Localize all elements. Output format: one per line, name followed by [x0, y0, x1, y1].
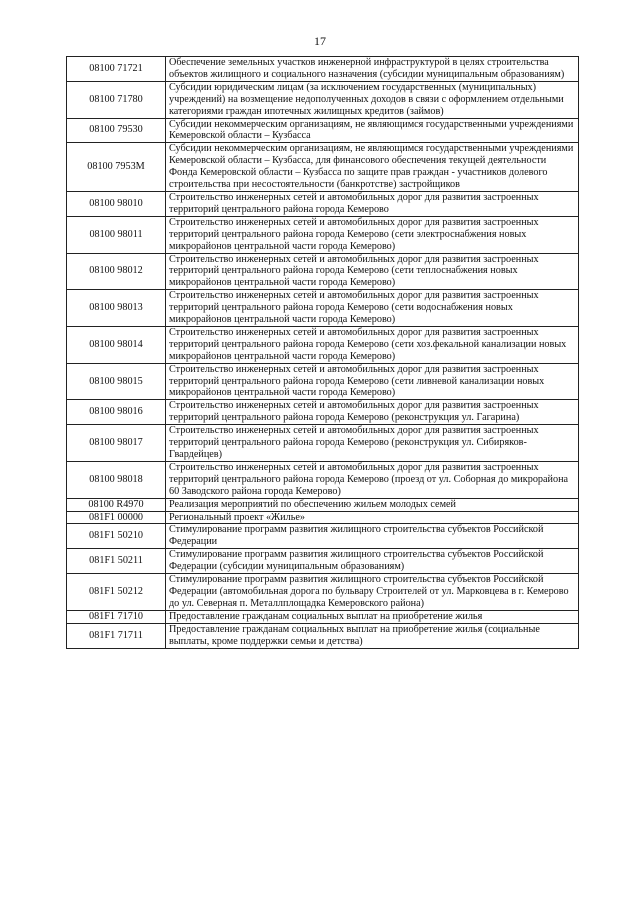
table-row	[67, 118, 579, 143]
code-cell: 08100 7953M	[67, 143, 166, 192]
description-cell: Стимулирование программ развития жилищного строительства субъектов Российской Федерации	[166, 524, 579, 549]
table-row	[67, 191, 579, 216]
table-row	[67, 511, 579, 524]
table-row	[67, 461, 579, 498]
description-cell: Региональный проект «Жилье»	[166, 511, 579, 524]
code-cell: 08100 98017	[67, 425, 166, 462]
table-row	[67, 326, 579, 363]
table-row	[67, 143, 579, 192]
code-cell: 08100 R4970	[67, 498, 166, 511]
table-row	[67, 216, 579, 253]
code-cell: 08100 71721	[67, 57, 166, 82]
code-cell: 081F1 50210	[67, 524, 166, 549]
budget-code-table	[66, 56, 579, 649]
description-cell: Стимулирование программ развития жилищного строительства субъектов Российской Федерации (субсидии муниципальным образованиям)	[166, 549, 579, 574]
page-number: 17	[314, 34, 326, 48]
code-cell: 08100 98016	[67, 400, 166, 425]
description-cell: Строительство инженерных сетей и автомобильных дорог для развития застроенных территорий центрального района города Кемерово (реконструкция ул. Гагарина)	[166, 400, 579, 425]
code-cell: 08100 98018	[67, 461, 166, 498]
code-cell: 08100 98013	[67, 290, 166, 327]
code-cell: 081F1 50212	[67, 574, 166, 611]
code-cell: 08100 98014	[67, 326, 166, 363]
description-cell: Строительство инженерных сетей и автомобильных дорог для развития застроенных территорий центрального района города Кемерово (сети теплоснабжения новых микрорайонов центральной части города Кемерово)	[166, 253, 579, 290]
description-cell: Строительство инженерных сетей и автомобильных дорог для развития застроенных территорий центрального района города Кемерово (реконструкция ул. Сибиряков-Гвардейцев)	[166, 425, 579, 462]
description-cell: Строительство инженерных сетей и автомобильных дорог для развития застроенных территорий центрального района города Кемерово (сети электроснабжения новых микрорайонов центральной части города Кемерово)	[166, 216, 579, 253]
table-row	[67, 363, 579, 400]
description-cell: Обеспечение земельных участков инженерной инфраструктурой в целях строительства объектов жилищного и социального назначения (субсидии муниципальным образованиям)	[166, 57, 579, 82]
table-row	[67, 253, 579, 290]
description-cell: Строительство инженерных сетей и автомобильных дорог для развития застроенных территорий центрального района города Кемерово (сети хоз.фекальной канализации новых микрорайонов центральной части города Кемерово)	[166, 326, 579, 363]
code-cell: 08100 79530	[67, 118, 166, 143]
code-cell: 081F1 50211	[67, 549, 166, 574]
description-cell: Строительство инженерных сетей и автомобильных дорог для развития застроенных территорий центрального района города Кемерово (проезд от ул. Соборная до микрорайона 60 Заводского района города Кемерово)	[166, 461, 579, 498]
table-row	[67, 81, 579, 118]
table-row	[67, 425, 579, 462]
description-cell: Предоставление гражданам социальных выплат на приобретение жилья	[166, 610, 579, 623]
description-cell: Предоставление гражданам социальных выплат на приобретение жилья (социальные выплаты, кроме поддержки семьи и детства)	[166, 623, 579, 648]
code-cell: 08100 71780	[67, 81, 166, 118]
table-row	[67, 574, 579, 611]
description-cell: Строительство инженерных сетей и автомобильных дорог для развития застроенных территорий центрального района города Кемерово (сети водоснабжения новых микрорайонов центральной части города Кемерово)	[166, 290, 579, 327]
description-cell: Субсидии некоммерческим организациям, не являющимся государственными учреждениями Кемеровской области – Кузбасса, для финансового обеспечения текущей деятельности Фонда Кемеровской области – Кузбасса по защите прав граждан - участников долевого строительства при несостоятельности (банкротстве) застройщиков	[166, 143, 579, 192]
description-cell: Субсидии юридическим лицам (за исключением государственных (муниципальных) учреждений) на возмещение недополученных доходов в связи с оформлением отдельными категориями граждан ипотечных жилищных кредитов (займов)	[166, 81, 579, 118]
description-cell: Стимулирование программ развития жилищного строительства субъектов Российской Федерации (автомобильная дорога по бульвару Строителей от ул. Марковцева в г. Кемерово до ул. Северная п. Металлплощадка Кемеровского района)	[166, 574, 579, 611]
code-cell: 08100 98011	[67, 216, 166, 253]
table-row	[67, 623, 579, 648]
table-row	[67, 610, 579, 623]
description-cell: Реализация мероприятий по обеспечению жильем молодых семей	[166, 498, 579, 511]
code-cell: 081F1 00000	[67, 511, 166, 524]
description-cell: Строительство инженерных сетей и автомобильных дорог для развития застроенных территорий центрального района города Кемерово	[166, 191, 579, 216]
table-row	[67, 524, 579, 549]
code-cell: 081F1 71711	[67, 623, 166, 648]
code-cell: 081F1 71710	[67, 610, 166, 623]
table-row	[67, 549, 579, 574]
code-cell: 08100 98012	[67, 253, 166, 290]
table-row	[67, 57, 579, 82]
table-row	[67, 400, 579, 425]
description-cell: Строительство инженерных сетей и автомобильных дорог для развития застроенных территорий центрального района города Кемерово (сети ливневой канализации новых микрорайонов центральной части города Кемерово)	[166, 363, 579, 400]
table-row	[67, 498, 579, 511]
code-cell: 08100 98010	[67, 191, 166, 216]
code-cell: 08100 98015	[67, 363, 166, 400]
table-row	[67, 290, 579, 327]
description-cell: Субсидии некоммерческим организациям, не являющимся государственными учреждениями Кемеровской области – Кузбасса	[166, 118, 579, 143]
